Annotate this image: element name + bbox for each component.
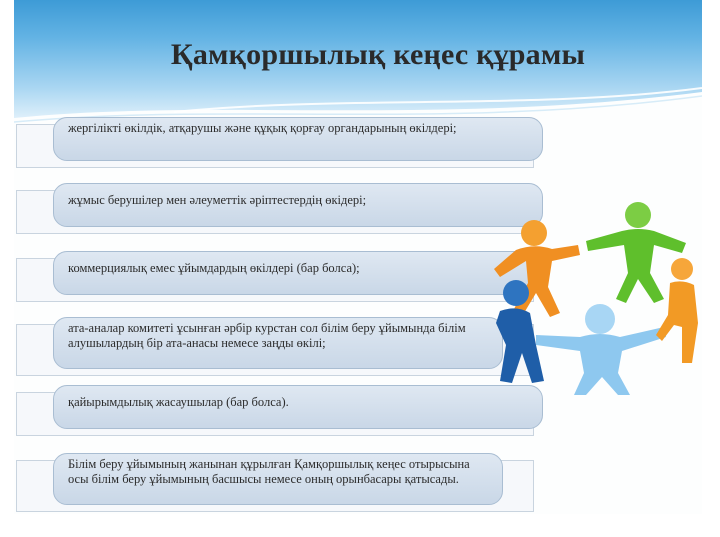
list-item-text: коммерциялық емес ұйымдардың өкілдері (бар болса); xyxy=(68,261,360,275)
list-item xyxy=(16,190,534,234)
person-orange-icon xyxy=(494,220,580,317)
person-lightblue-icon xyxy=(536,304,666,395)
list-item-box xyxy=(53,251,543,295)
people-circle-icon xyxy=(486,195,701,395)
list-item xyxy=(16,392,534,436)
list-item-box xyxy=(53,453,503,505)
list-item-text: қайырымдылық жасаушылар (бар болса). xyxy=(68,395,289,409)
list-item-text: ата-аналар комитеті ұсынған әрбір курстан сол білім беру ұйымында білім алушылардың бір ата-анасы немесе заңды өкілі; xyxy=(68,321,466,350)
list-item-text: жергілікті өкілдік, атқарушы және құқық қорғау органдарының өкілдері; xyxy=(68,121,457,135)
person-blue-icon xyxy=(496,280,544,383)
list-item-text: Білім беру ұйымының жанынан құрылған Қамқоршылық кеңес отырысына осы білім беру ұйымының басшысы немесе оның орынбасары қатысады. xyxy=(68,457,470,486)
list-item xyxy=(16,121,534,168)
list-item-box xyxy=(53,117,543,161)
list-item-box xyxy=(53,183,543,227)
list-item-box xyxy=(53,317,503,369)
list-item-text: жұмыс берушілер мен әлеуметтік әріптестердің өкідері; xyxy=(68,193,367,207)
page-title: Қамқоршылық кеңес құрамы xyxy=(170,38,586,71)
list-item xyxy=(16,457,534,512)
list-item xyxy=(16,321,534,376)
list-item-box xyxy=(53,385,543,429)
list-item xyxy=(16,258,534,302)
person-right-orange-icon xyxy=(656,258,698,363)
slide xyxy=(14,0,702,514)
